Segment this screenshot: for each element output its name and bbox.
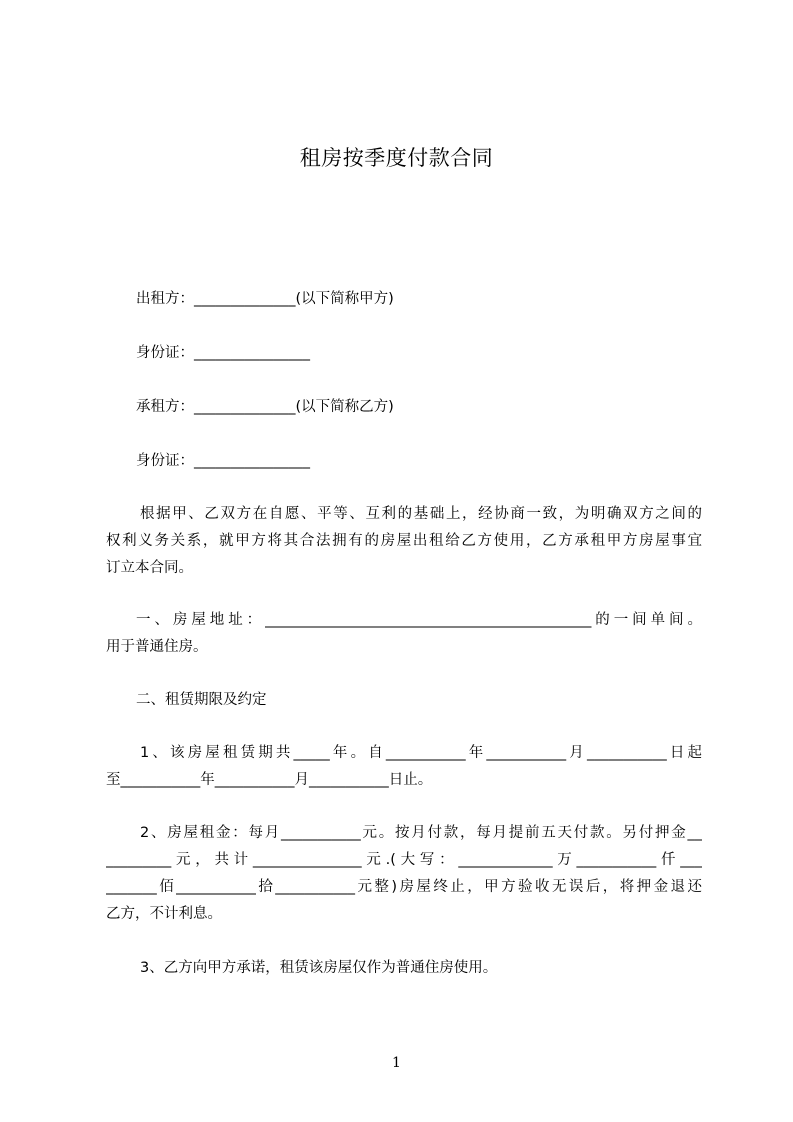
lessee-id-line: 身份证：________________ <box>136 453 310 469</box>
clause1-line: 至___________年___________月___________日止。 <box>106 772 433 788</box>
clause2-line: _________元，共计_______________元.(大写：_____________万___________仟___ <box>106 852 702 868</box>
lessee-line: 承租方：______________(以下简称乙方) <box>136 399 394 415</box>
clause2-line: _______佰___________拾___________元整)房屋终止，甲方验收无误后，将押金退还 <box>106 879 702 895</box>
section1-line: 用于普通住房。 <box>106 639 208 655</box>
clause2-line: 乙方，不计利息。 <box>106 906 222 922</box>
lessor-id-line: 身份证：________________ <box>136 345 310 361</box>
preamble-line: 订立本合同。 <box>106 560 193 576</box>
page-title: 租房按季度付款合同 <box>299 146 494 170</box>
clause2-line: 2、房屋租金：每月___________元。按月付款，每月提前五天付款。另付押金__ <box>140 825 702 841</box>
page-number: 1 <box>392 1055 401 1071</box>
lessor-line: 出租方：______________(以下简称甲方) <box>136 291 394 307</box>
clause1-line: 1、该房屋租赁期共_____年。自___________年___________月___________日起 <box>140 745 702 761</box>
preamble-line: 权利义务关系，就甲方将其合法拥有的房屋出租给乙方使用，乙方承租甲方房屋事宜 <box>106 533 702 549</box>
preamble-line: 根据甲、乙双方在自愿、平等、互利的基础上，经协商一致，为明确双方之间的 <box>140 506 702 522</box>
clause3-line: 3、乙方向甲方承诺，租赁该房屋仅作为普通住房使用。 <box>140 960 498 976</box>
section2-heading: 二、租赁期限及约定 <box>136 692 267 708</box>
section1-line: 一、房屋地址：_____________________________________________的一间单间。 <box>136 612 702 628</box>
